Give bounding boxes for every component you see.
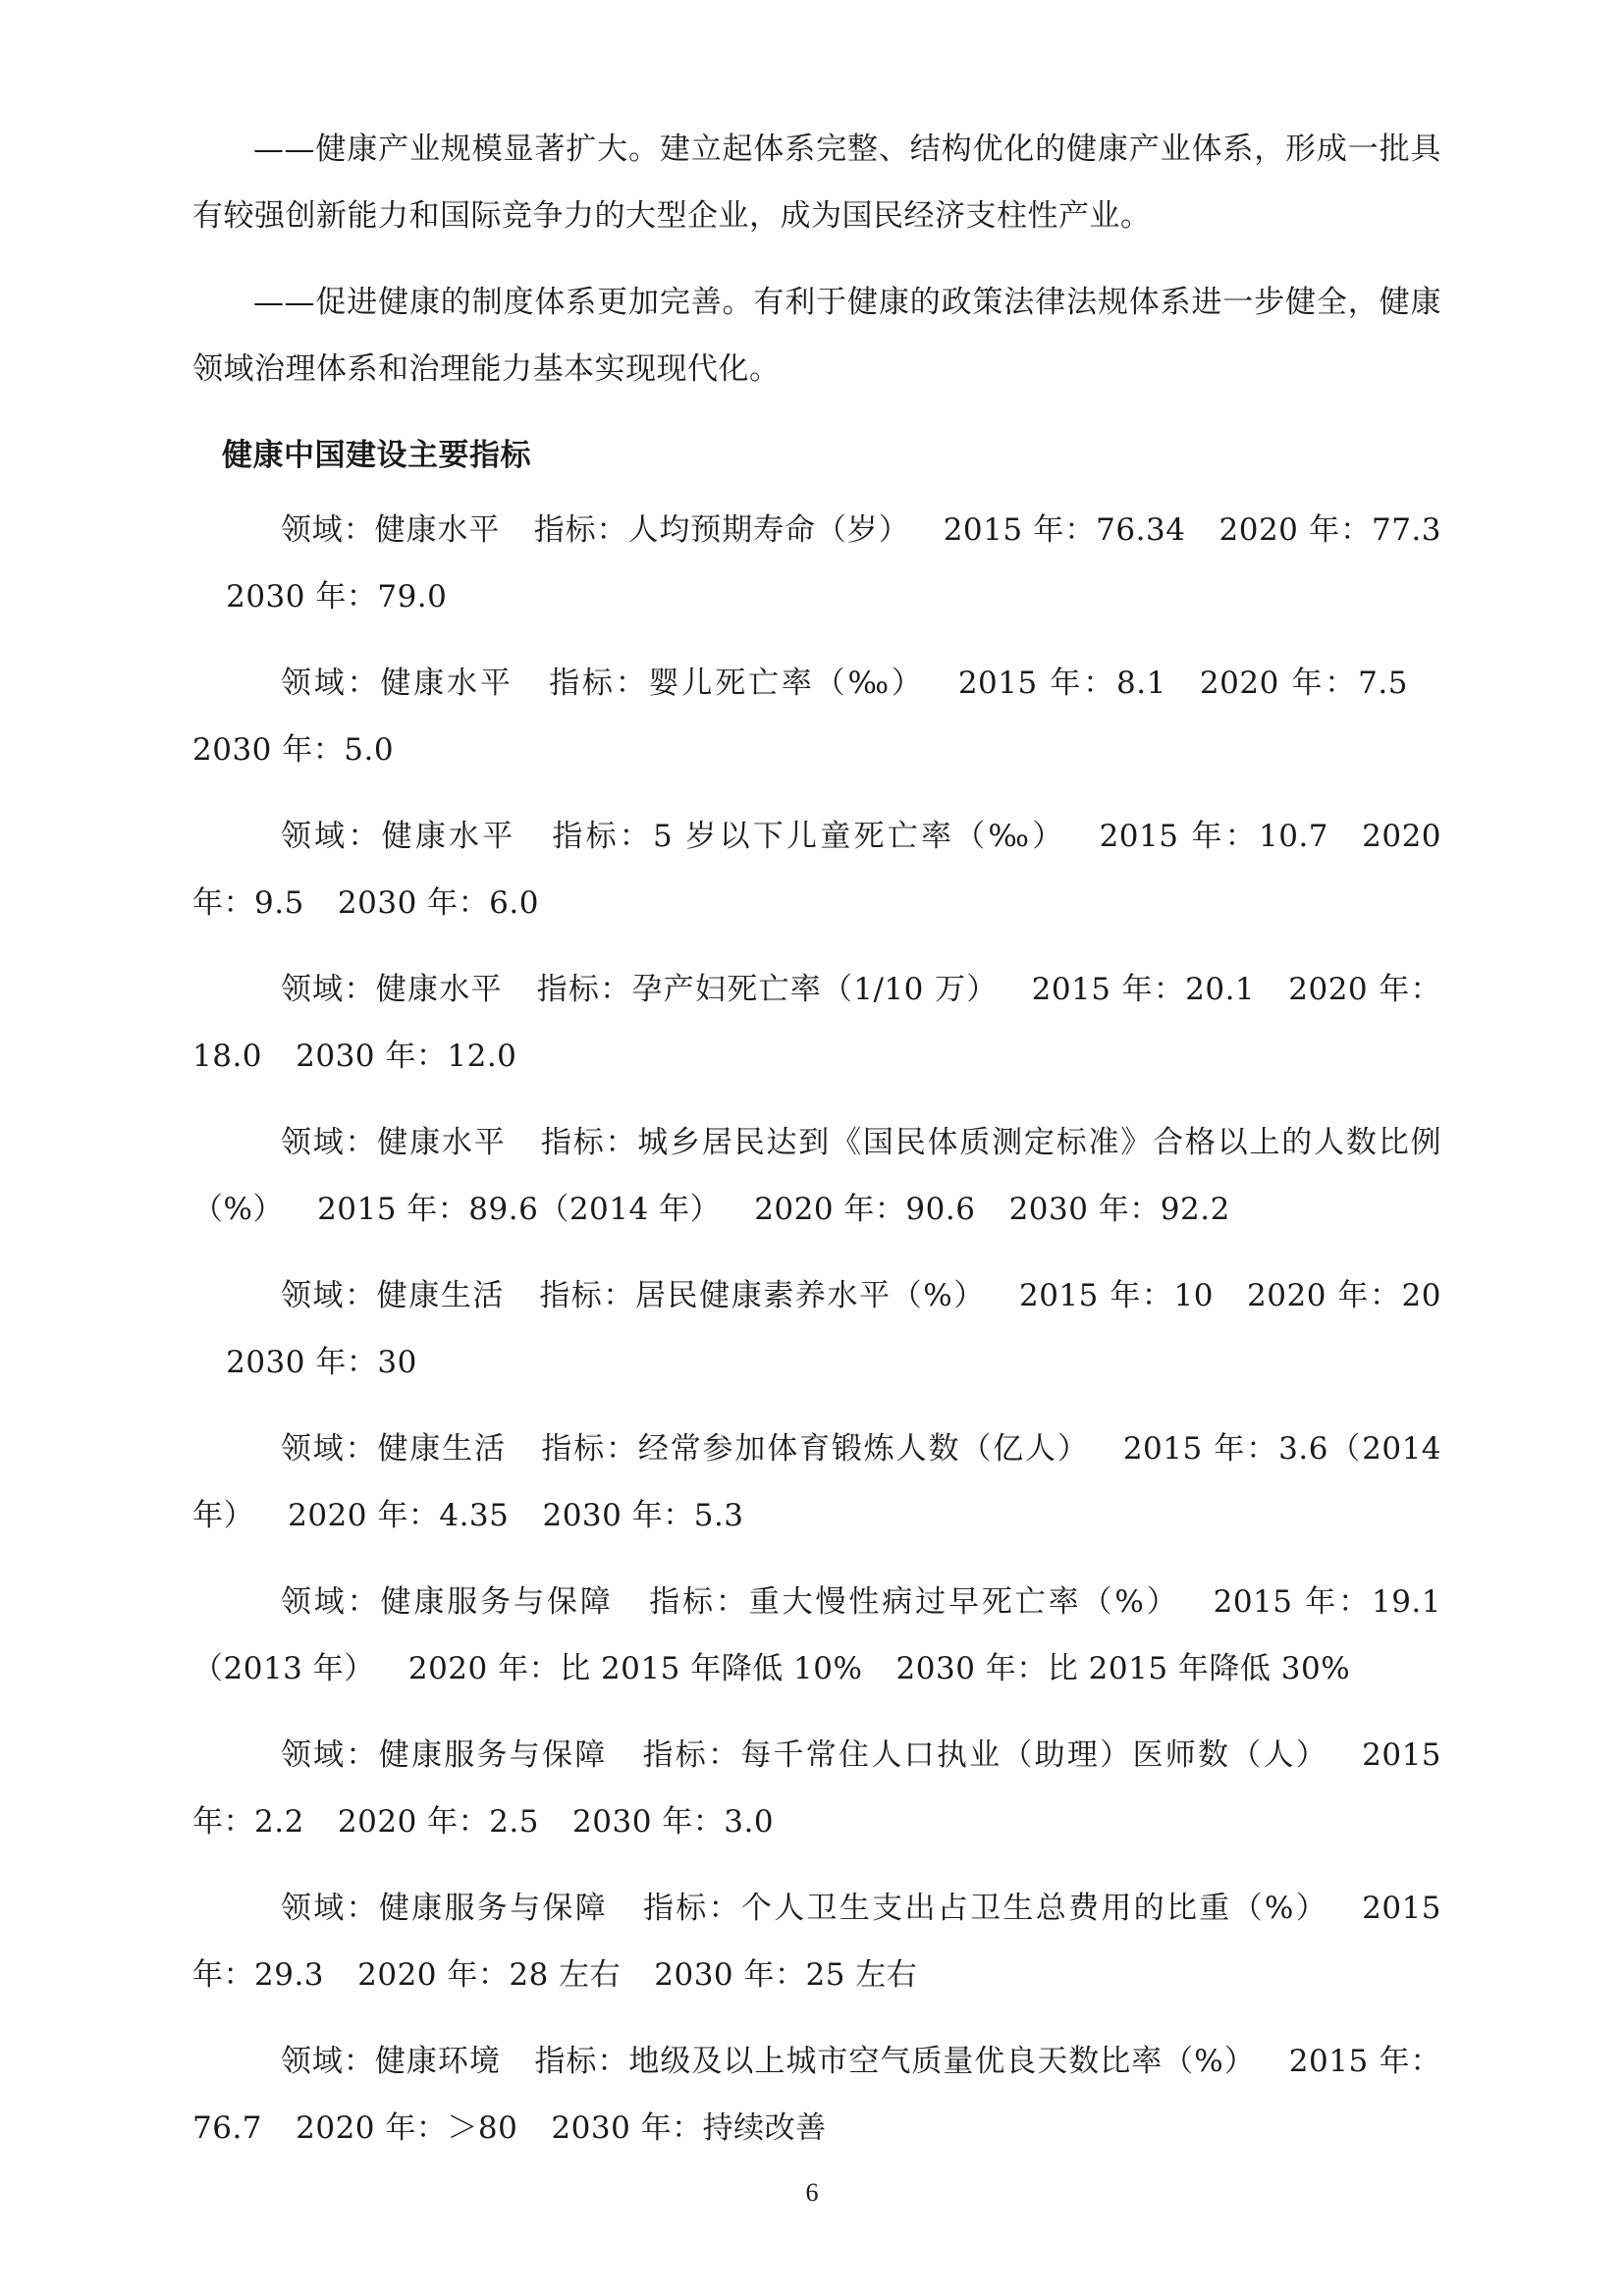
indicator-item — [192, 1722, 1441, 1855]
domain-label: 领域： — [280, 666, 381, 701]
domain-value: 健康生活 — [377, 1431, 507, 1467]
value-2030: 2030 年：5.3 — [542, 1498, 744, 1533]
indicator-name: 城乡居民达到《国民体质测定标准》合格以上的人数比例（%） — [192, 1125, 1442, 1227]
domain-value: 健康水平 — [375, 972, 503, 1007]
value-2020: 2020 年：9.5 — [192, 819, 1442, 921]
value-2015: 2015 年：89.6（2014 年） — [317, 1192, 722, 1227]
value-2020: 2020 年：18.0 — [192, 972, 1442, 1074]
paragraph-health-industry: ——健康产业规模显著扩大。建立起体系完整、结构优化的健康产业体系，形成一批具有较强创新能力和国际竞争力的大型企业，成为国民经济支柱性产业。 — [192, 132, 1441, 234]
indicator-label: 指标： — [539, 1125, 638, 1160]
indicator-label: 指标： — [535, 972, 632, 1007]
value-2020: 2020 年：20 — [1247, 1278, 1442, 1313]
value-2020: 2020 年：90.6 — [754, 1192, 976, 1227]
value-2030: 2030 年：30 — [226, 1345, 417, 1380]
indicator-name: 每千常住人口执业（助理）医师数（人） — [740, 1737, 1329, 1773]
domain-value: 健康水平 — [380, 666, 514, 701]
value-2030: 2030 年：6.0 — [337, 885, 539, 921]
domain-value: 健康水平 — [374, 512, 501, 548]
value-2020: 2020 年：77.3 — [1218, 512, 1442, 548]
domain-value: 健康水平 — [381, 819, 516, 854]
domain-value: 健康水平 — [377, 1125, 507, 1160]
indicator-item — [192, 1875, 1441, 2008]
indicator-label: 指标： — [641, 1891, 741, 1926]
indicator-label: 指标： — [533, 2044, 629, 2079]
value-2015: 2015 年：76.34 — [943, 512, 1186, 548]
indicator-item — [192, 2028, 1441, 2162]
indicator-list — [192, 497, 1441, 2162]
indicator-name: 人均预期寿命（岁） — [627, 512, 910, 548]
domain-label: 领域： — [280, 1891, 379, 1926]
domain-label: 领域： — [280, 2044, 375, 2079]
domain-label: 领域： — [280, 1584, 381, 1620]
indicator-name: 地级及以上城市空气质量优良天数比率（%） — [628, 2044, 1256, 2079]
indicator-item — [192, 803, 1441, 936]
value-2030: 2030 年：25 左右 — [654, 1957, 918, 1993]
indicator-name: 居民健康素养水平（%） — [634, 1278, 986, 1313]
indicator-item — [192, 1262, 1441, 1396]
indicator-item — [192, 1415, 1441, 1549]
value-2030: 2030 年：持续改善 — [551, 2110, 827, 2146]
value-2020: 2020 年：比 2015 年降低 10% — [407, 1651, 863, 1686]
value-2015: 2015 年：10 — [1018, 1278, 1214, 1313]
value-2015: 2015 年：76.7 — [192, 2044, 1442, 2146]
domain-label: 领域： — [280, 1737, 379, 1773]
domain-label: 领域： — [280, 819, 382, 854]
indicator-name: 个人卫生支出占卫生总费用的比重（%） — [740, 1891, 1329, 1926]
value-2030: 2030 年：5.0 — [192, 732, 395, 768]
indicator-label: 指标： — [533, 512, 628, 548]
value-2015: 2015 年：29.3 — [192, 1891, 1442, 1993]
indicator-item — [192, 497, 1441, 630]
domain-value: 健康服务与保障 — [378, 1891, 609, 1926]
value-2020: 2020 年：28 左右 — [357, 1957, 622, 1993]
indicator-label: 指标： — [549, 819, 654, 854]
value-2030: 2030 年：79.0 — [226, 579, 448, 614]
paragraph-health-system: ——促进健康的制度体系更加完善。有利于健康的政策法律法规体系进一步健全，健康领域治理体系和治理能力基本实现现代化。 — [192, 285, 1441, 387]
value-2030: 2030 年：3.0 — [572, 1804, 775, 1840]
value-2015: 2015 年：10.7 — [1099, 819, 1329, 854]
page-content — [192, 116, 1441, 2181]
indicator-label: 指标： — [546, 666, 649, 701]
section-title: 健康中国建设主要指标 — [222, 438, 531, 473]
value-2030: 2030 年：比 2015 年降低 30% — [895, 1651, 1351, 1686]
indicator-label: 指标： — [640, 1737, 741, 1773]
indicator-name: 经常参加体育锻炼人数（亿人） — [637, 1431, 1090, 1467]
indicator-item — [192, 956, 1441, 1090]
domain-label: 领域： — [280, 512, 375, 548]
domain-label: 领域： — [280, 1278, 377, 1313]
domain-value: 健康服务与保障 — [380, 1584, 614, 1620]
value-2020: 2020 年：2.5 — [337, 1804, 539, 1840]
indicator-name: 孕产妇死亡率（1/10 万） — [631, 972, 999, 1007]
indicator-label: 指标： — [646, 1584, 749, 1620]
domain-value: 健康服务与保障 — [378, 1737, 608, 1773]
value-2020: 2020 年：＞80 — [296, 2110, 518, 2146]
domain-label: 领域： — [280, 1431, 378, 1467]
domain-label: 领域： — [280, 972, 376, 1007]
value-2020: 2020 年：7.5 — [1199, 666, 1408, 701]
indicator-name: 婴儿死亡率（‰） — [648, 666, 925, 701]
value-2030: 2030 年：92.2 — [1008, 1192, 1230, 1227]
domain-value: 健康生活 — [376, 1278, 506, 1313]
value-2015: 2015 年：8.1 — [957, 666, 1166, 701]
domain-value: 健康环境 — [374, 2044, 501, 2079]
value-2015: 2015 年：20.1 — [1031, 972, 1256, 1007]
page-number: 6 — [805, 2178, 819, 2207]
indicator-name: 5 岁以下儿童死亡率（‰） — [653, 819, 1066, 854]
value-2015: 2015 年：19.1（2013 年） — [192, 1584, 1441, 1686]
value-2015: 2015 年：3.6（2014 年） — [192, 1431, 1442, 1533]
indicator-label: 指标： — [539, 1431, 638, 1467]
indicator-item — [192, 1569, 1441, 1702]
domain-label: 领域： — [280, 1125, 378, 1160]
value-2030: 2030 年：12.0 — [296, 1039, 517, 1074]
indicator-name: 重大慢性病过早死亡率（%） — [748, 1584, 1180, 1620]
indicator-item — [192, 1109, 1441, 1243]
value-2015: 2015 年：2.2 — [192, 1737, 1442, 1840]
indicator-item — [192, 650, 1441, 783]
indicator-label: 指标： — [538, 1278, 635, 1313]
value-2020: 2020 年：4.35 — [288, 1498, 510, 1533]
